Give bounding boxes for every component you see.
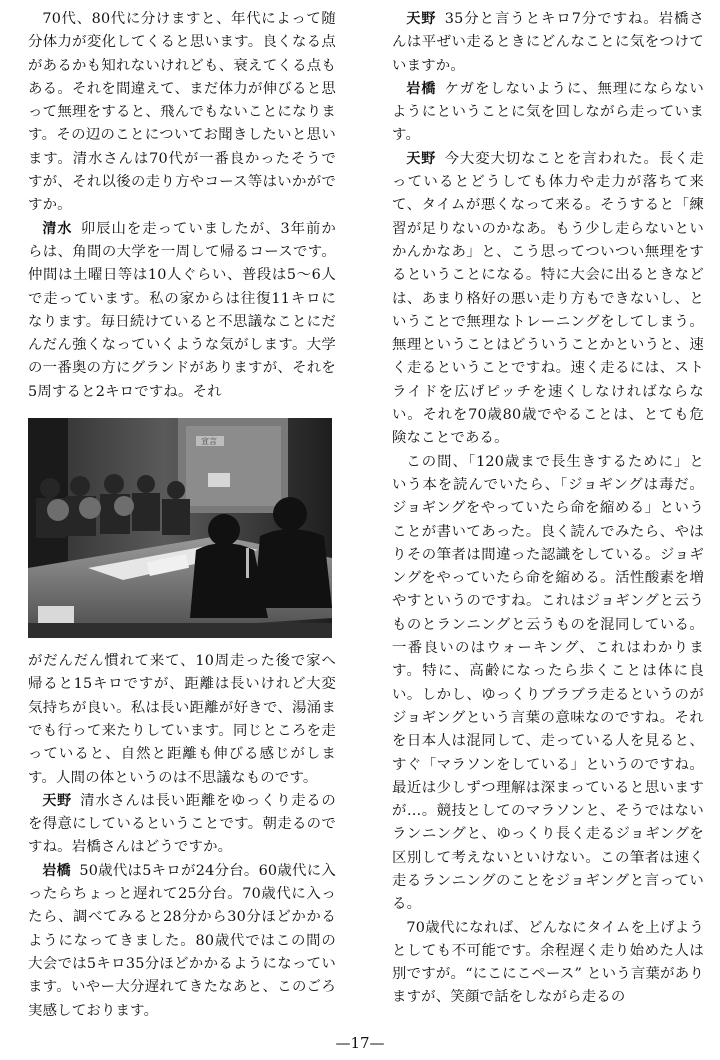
page-number: —17— [335, 1034, 385, 1052]
paragraph-text: 35分と言うとキロ7分ですね。岩橋さんは平ぜい走るときにどんなことに気をつけていますか。 [392, 11, 704, 74]
speaker-name: 天野 [42, 792, 72, 809]
right-column [392, 8, 704, 1010]
paragraph-amano-1 [28, 790, 336, 860]
paragraph-shimizu-2: がだんだん慣れて来て、10周走った後で家へ帰ると15キロですが、距離は長いけれど大変気持ちが良い。私は長い距離が好きで、湯涌までも行って来たりしています。同じところを走っていると、自然と距離も伸びる感じがします。人間の体というのは不思議なものです。 [28, 653, 336, 786]
speaker-name: 岩橋 [406, 80, 437, 97]
meeting-photo [28, 418, 332, 638]
wall-sign-text: 宣言 [201, 437, 217, 447]
paragraph-seventies: 70歳代になれば、どんなにタイムを上げようとしても不可能です。余程遅く走り始めた人は別ですが。“にこにこペース” という言葉がありますが、笑顔で話をしながら走るの [392, 919, 704, 1006]
paragraph-text: ケガをしないように、無理にならないようにということに気を回しながら走っています。 [392, 80, 704, 144]
paragraph-amano-2 [392, 8, 704, 78]
paragraph-jogging-book: この間、「120歳まで長生きするために」という本を読んでいたら、「ジョギングは毒だ。ジョギングをやっていたら命を縮める」ということが書いてあった。良く読んでみたら、やはりその筆者は間違った認識をしている。ジョギングをやっていたら命を縮める。活性酸素を増やすというのですね。これはジョギングと云うものとランニングと云うものを混同している。一番良いのはウォーキング、これはわかります。特に、高齢になったら歩くことは体に良い。しかし、ゆっくりブラブラ走るというのがジョギングという言葉の意味なのですね。それを日本人は混同して、走っている人を見ると、すぐ「マラソンをしている」というのですね。最近は少しずつ理解は深まっていると思いますが…。競技としてのマラソンと、そうではないランニングと、ゆっくり長く走るジョギングを区別して考えないといけない。この筆者は速く走るランニングのことをジョギングと言っている。 [392, 453, 704, 913]
paragraph-text: 清水さんは長い距離をゆっくり走るのを得意にしているということです。朝走るのですね。岩橋さんはどうですか。 [28, 792, 336, 856]
paragraph-intro: 70代、80代に分けますと、年代によって随分体力が変化してくると思います。良くなる点があるかも知れないけれども、衰えてくる点もある。それを間違えて、まだ体力が伸びると思って無理をすると、飛んでもないことになります。その辺のことについてお聞きしたいと思います。清水さんは70代が一番良かったそうですが、それ以後の走り方やコース等はいかがですか。 [28, 11, 336, 214]
paragraph-iwahashi-1 [28, 860, 336, 1023]
speaker-name: 清水 [42, 220, 73, 237]
paragraph-text: 今大変大切なことを言われた。長く走っているとどうしても体力や走力が落ちて来て、タイムが悪くなって来る。そうすると「練習が足りないのかなあ。もう少し走らないといかんかなあ」と、こう思ってついつい無理をするということになる。特に大会に出るときなどは、あまり格好の悪い走り方もできないし、ということで無理なトレーニングをしてしまう。無理ということはどういうことかというと、速く走るということですね。速く走るには、ストライドを広げピッチを速くしなければならない。それを70歳80歳でやることは、とても危険なことである。 [392, 150, 704, 447]
left-column [28, 8, 336, 1023]
paragraph-shimizu-1 [28, 218, 336, 404]
paragraph-text: 50歳代は5キロが24分台。60歳代に入ったらちょっと遅れて25分台。70歳代に入ったら、調べてみると28分から30分ほどかかるようになってきました。80歳代ではこの間の大会では5キロ35分ほどかかるようになっています。いやー大分遅れてきたなあと、このごろ実感しております。 [28, 862, 337, 1019]
paragraph-amano-3 [392, 148, 704, 451]
paragraph-text: 卯辰山を走っていましたが、3年前からは、角間の大学を一周して帰るコースです。仲間は土曜日等は10人ぐらい、普段は5～6人で走っています。私の家からは往復11キロになります。毎日続けていると不思議なことにだんだん強くなっていくような気がします。大学の一番奥の方にグランドがありますが、それを5周すると2キロですね。それ [28, 220, 337, 400]
speaker-name: 天野 [406, 150, 437, 167]
speaker-name: 天野 [406, 11, 437, 27]
speaker-name: 岩橋 [42, 862, 71, 879]
paragraph-iwahashi-2 [392, 78, 704, 148]
